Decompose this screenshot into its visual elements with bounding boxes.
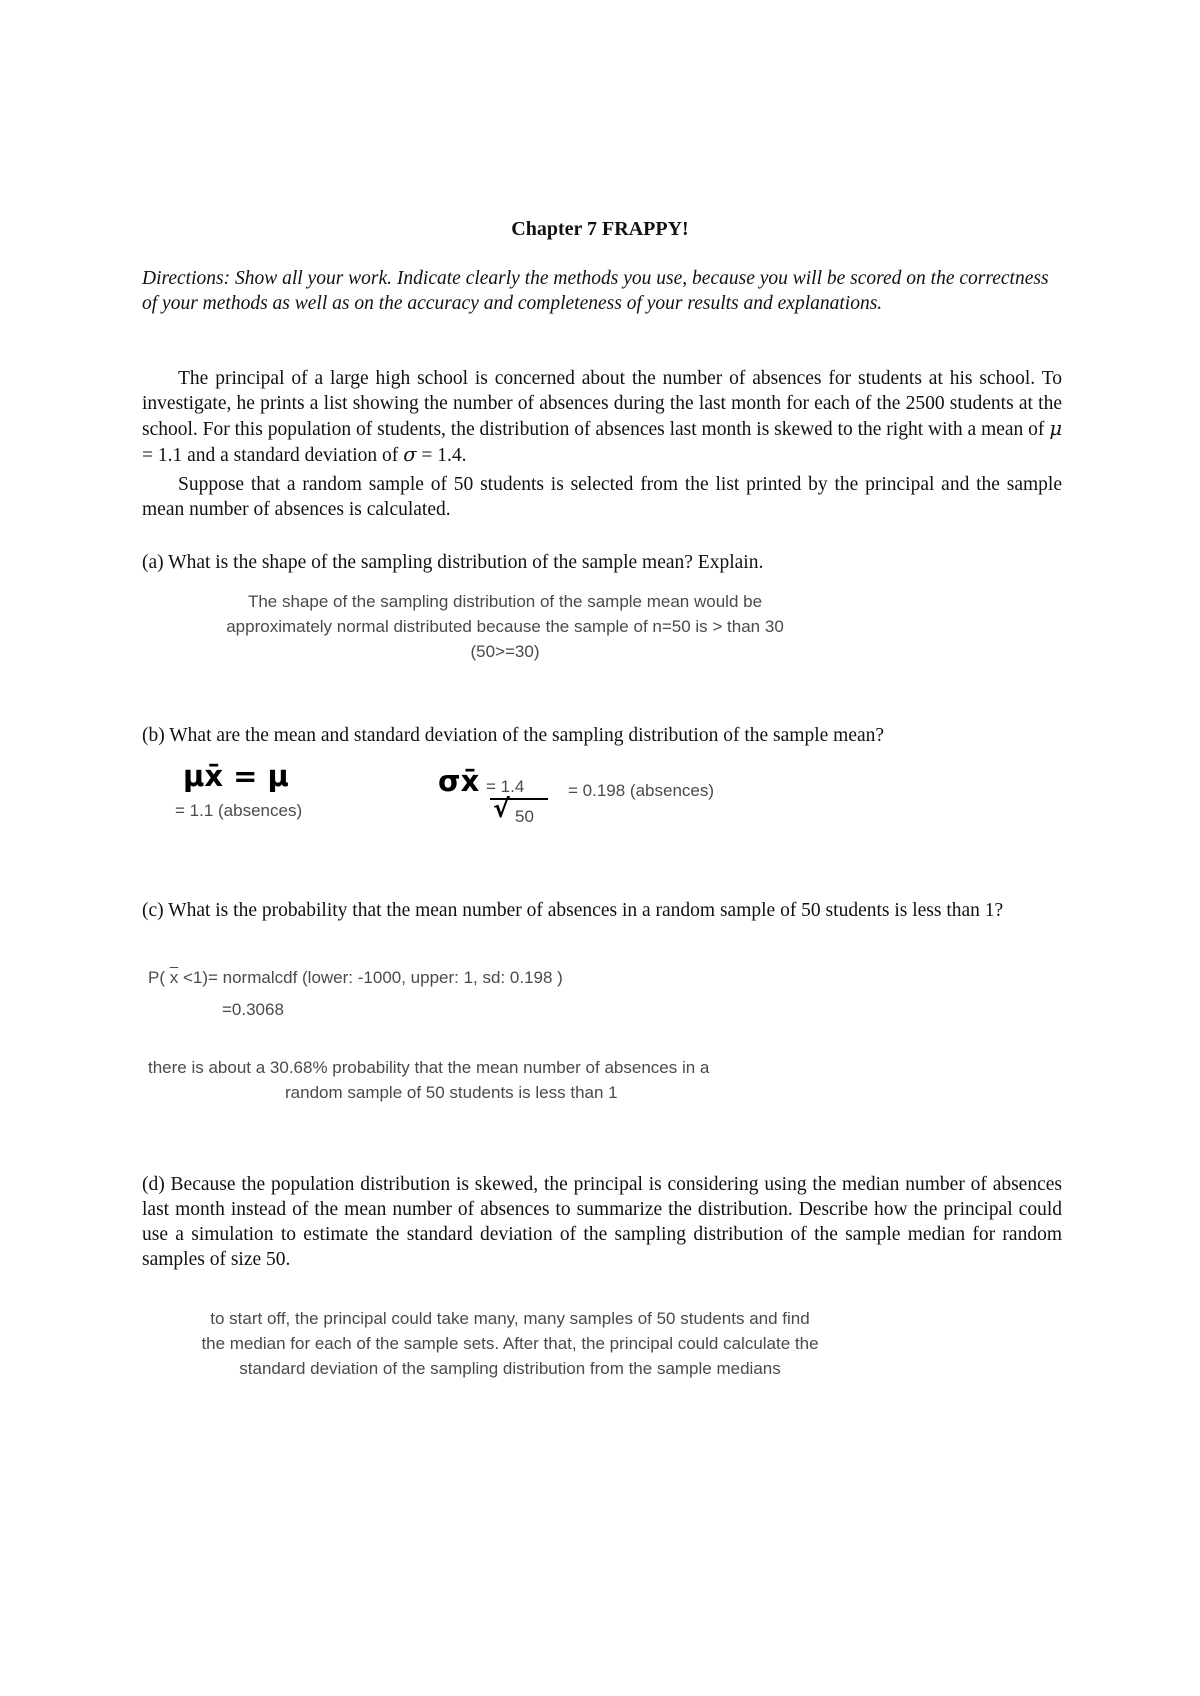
mu-value: = 1.1 and a standard deviation of [142,445,404,466]
answer-c-calculation [148,965,563,990]
handwritten-mean-formula: μx̄ = μ [183,759,289,793]
page-title: Chapter 7 FRAPPY! [511,218,689,240]
intro-text: The principal of a large high school is concerned about the number of absences for students at his school. To investigate, he prints a list showing the number of absences during the last month for each of the 2500 students at the school. For this population of students, the distribution of absences last month is skewed to the right with a mean of [142,368,1062,440]
mu-symbol: μ [1049,417,1062,440]
question-b: (b) What are the mean and standard deviation of the sampling distribution of the sample mean? [142,725,885,746]
answer-c-line2: random sample of 50 students is less than 1 [285,1083,618,1102]
answer-c-line1: there is about a 30.68% probability that the mean number of absences in a [148,1058,710,1077]
sigma-value: = 1.4. [416,445,467,466]
answer-b-denominator: 50 [515,807,534,826]
answer-a-line2: approximately normal distributed because the sample of n=50 is > than 30 [226,617,784,636]
intro-paragraph [142,366,1062,468]
answer-d-line3: standard deviation of the sampling distribution from the sample medians [239,1359,781,1378]
sample-paragraph: Suppose that a random sample of 50 students is selected from the list printed by the principal and the sample mean number of absences is calculated. [142,474,1062,520]
answer-d-line2: the median for each of the sample sets. After that, the principal could calculate the [201,1334,819,1353]
handwritten-sqrt-icon: √ [493,794,510,823]
answer-c-p: P( [148,968,165,987]
answer-c-result: =0.3068 [222,1000,284,1019]
sigma-symbol: σ [403,443,417,466]
answer-a-line1: The shape of the sampling distribution of the sample mean would be [247,592,763,611]
directions-text: Directions: Show all your work. Indicate clearly the methods you use, because you will be scored on the correctness of your methods as well as on the accuracy and completeness of your results and explanations. [142,268,1049,314]
question-d: (d) Because the population distribution is skewed, the principal is considering using the median number of absences last month instead of the mean number of absences to summarize the distribution. Describe how the principal could use a simulation to estimate the standard deviation of the sampling distribution of the sample median for random samples of size 50. [142,1174,1062,1270]
answer-a-line3: (50>=30) [470,642,540,661]
x-bar-symbol: $\overline{x}$ [169,968,179,987]
answer-b-mean: = 1.1 (absences) [175,801,303,820]
question-c: (c) What is the probability that the mean number of absences in a random sample of 50 students is less than 1? [142,900,1004,921]
answer-d-line1: to start off, the principal could take many, many samples of 50 students and find [210,1309,810,1328]
handwritten-sigma-xbar: σx̄ [438,764,480,798]
question-a: (a) What is the shape of the sampling distribution of the sample mean? Explain. [142,552,764,573]
answer-c-calc: <1)= normalcdf (lower: -1000, upper: 1, sd: 0.198 ) [178,968,563,987]
answer-b-sd: = 0.198 (absences) [568,781,715,800]
answer-b-numerator: = 1.4 [486,777,525,796]
